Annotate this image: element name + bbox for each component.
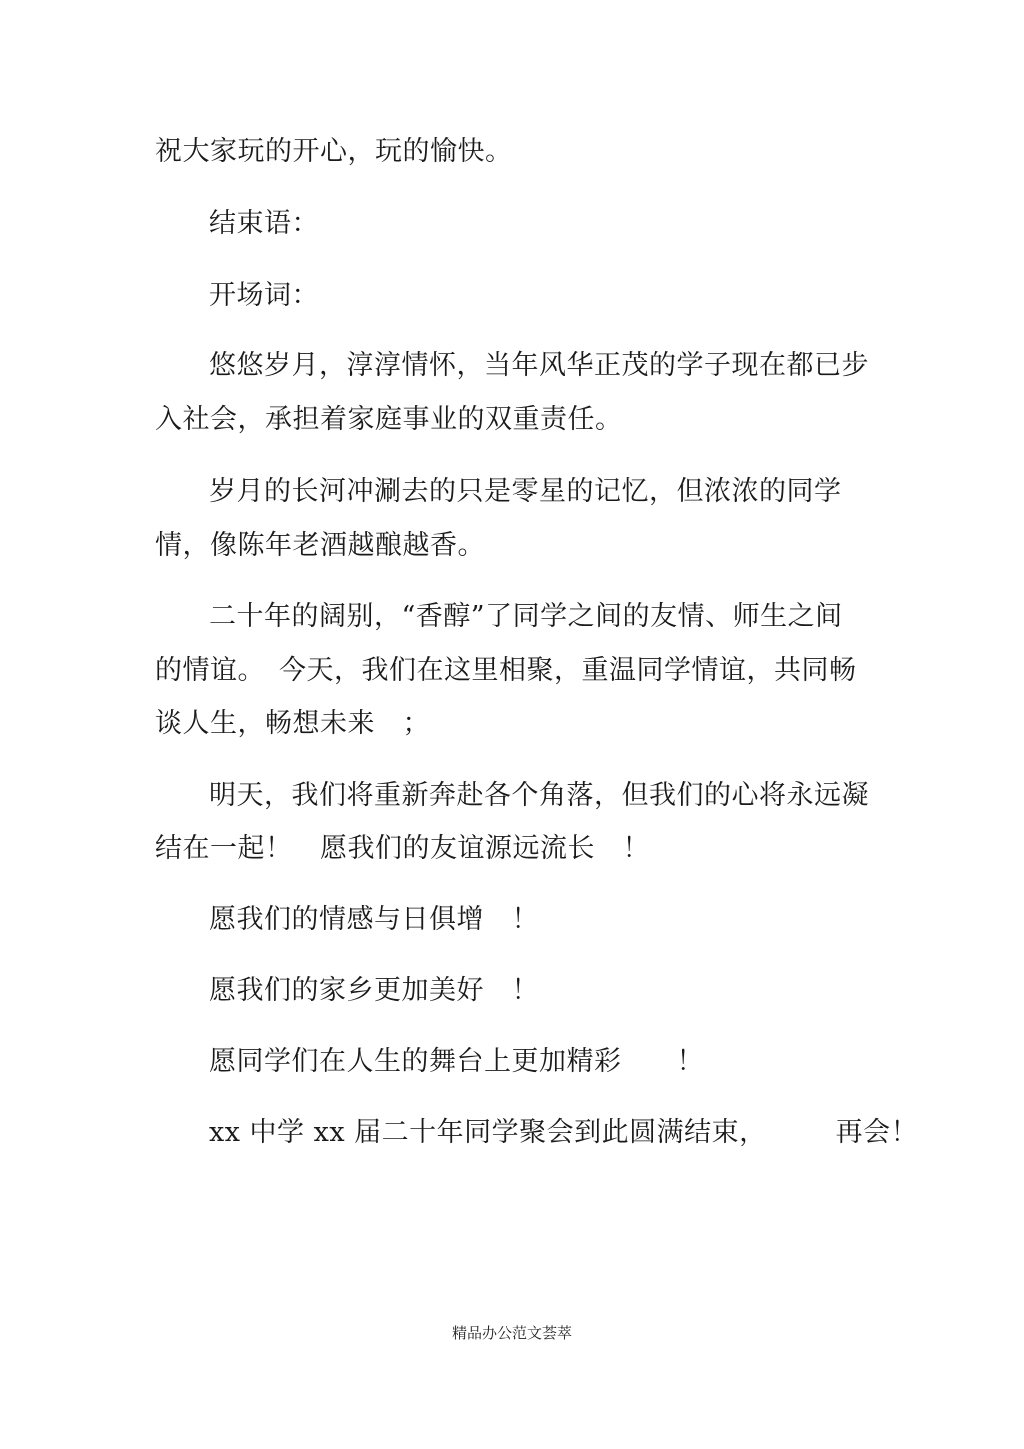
paragraph-line: 愿我们的情感与日俱增 ！ [209, 904, 539, 935]
paragraph-line: 祝大家玩的开心，玩的愉快。 [155, 136, 513, 167]
paragraph-line: 结在一起！ 愿我们的友谊源远流长 ！ [155, 833, 650, 864]
paragraph-line: 的情谊。 今天，我们在这里相聚，重温同学情谊，共同畅 [155, 655, 857, 686]
paragraph-line: 明天，我们将重新奔赴各个角落，但我们的心将永远凝 [209, 780, 869, 811]
paragraph-line: 悠悠岁月，淳淳情怀，当年风华正茂的学子现在都已步 [209, 350, 869, 381]
closing-remarks-heading: 结束语： [209, 208, 319, 239]
paragraph-line: 入社会，承担着家庭事业的双重责任。 [155, 404, 623, 435]
paragraph-line: 愿同学们在人生的舞台上更加精彩 ！ [209, 1046, 704, 1077]
opening-speech-heading: 开场词： [209, 280, 319, 311]
paragraph-line: 谈人生，畅想未来 ； [155, 708, 430, 739]
paragraph-line: 情，像陈年老酒越酿越香。 [155, 530, 485, 561]
paragraph-line: 二十年的阔别，“香醇”了同学之间的友情、师生之间 [209, 601, 843, 632]
page-footer: 精品办公范文荟萃 [451, 1324, 572, 1342]
paragraph-line: xx 中学 xx 届二十年同学聚会到此圆满结束， 再会！ [209, 1117, 919, 1148]
paragraph-line: 愿我们的家乡更加美好 ！ [209, 975, 539, 1006]
paragraph-line: 岁月的长河冲涮去的只是零星的记忆，但浓浓的同学 [209, 476, 842, 507]
